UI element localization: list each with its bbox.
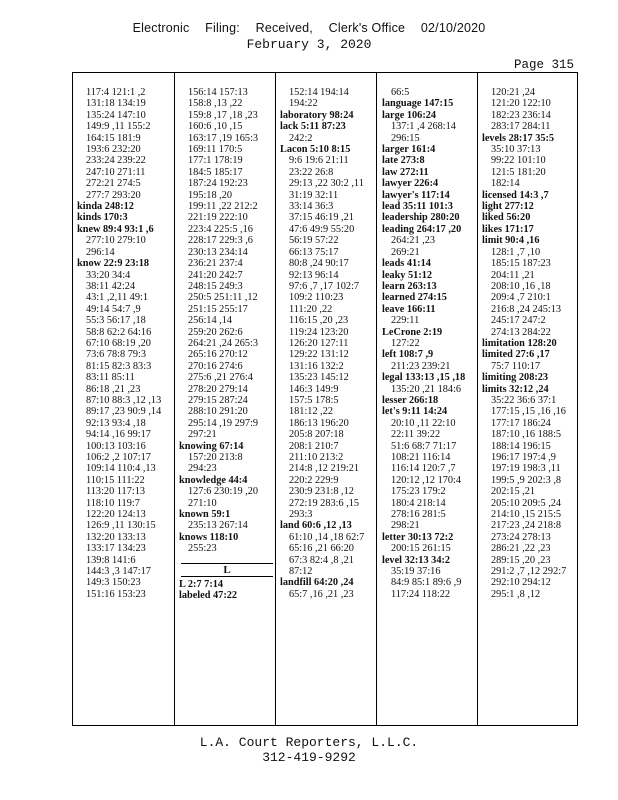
index-term: kinda 248:12 [77, 201, 134, 213]
index-reference: 135:20 ,21 184:6 [391, 383, 462, 395]
index-box [72, 72, 578, 726]
index-reference: 118:10 119:7 [86, 497, 140, 509]
index-reference: 259:20 262:6 [188, 326, 243, 338]
filing-header [0, 21, 618, 35]
index-reference: 110:15 111:22 [86, 474, 145, 486]
index-reference: 214:8 ,12 219:21 [289, 463, 360, 475]
index-reference: 128:1 ,7 ,10 [491, 246, 541, 258]
index-reference: 255:23 [188, 543, 217, 555]
index-reference: 292:10 294:12 [491, 577, 551, 589]
index-reference: 199:11 ,22 212:2 [188, 201, 258, 213]
index-column-2 [179, 87, 273, 739]
index-column-3 [280, 87, 364, 739]
index-reference: 137:1 ,4 268:14 [391, 121, 456, 133]
index-term: learned 274:15 [382, 292, 447, 304]
index-reference: 151:16 153:23 [86, 588, 146, 600]
index-column-5 [482, 87, 566, 739]
index-reference: 127:6 230:19 ,20 [188, 486, 259, 498]
footer-phone: 312-419-9292 [262, 750, 356, 765]
index-term: knowing 67:14 [179, 440, 244, 452]
index-reference: 35:10 37:13 [491, 144, 541, 156]
index-reference: 160:6 ,10 ,15 [188, 121, 243, 133]
index-reference: 58:8 62:2 64:16 [86, 326, 152, 338]
index-reference: 181:12 ,22 [289, 406, 334, 418]
index-reference: 177:15 ,15 ,16 ,16 [491, 406, 566, 418]
index-reference: 66:13 75:17 [289, 246, 339, 258]
index-term: limiting 208:23 [482, 372, 549, 384]
index-term: levels 28:17 35:5 [482, 132, 555, 144]
index-reference: 133:17 134:23 [86, 543, 146, 555]
index-reference: 277:10 279:10 [86, 235, 146, 247]
index-term: learn 263:13 [382, 280, 437, 292]
index-reference: 135:24 147:10 [86, 109, 146, 121]
index-reference: 251:15 255:17 [188, 303, 248, 315]
index-reference: 111:20 ,22 [289, 303, 333, 315]
index-column-4 [382, 87, 465, 739]
index-reference: 56:19 57:22 [289, 235, 339, 247]
index-reference: 66:5 [391, 87, 410, 98]
index-reference: 65:7 ,16 ,21 ,23 [289, 588, 354, 600]
index-reference: 81:15 82:3 83:3 [86, 360, 152, 372]
index-reference: 186:13 196:20 [289, 417, 349, 429]
index-reference: 116:15 ,20 ,23 [289, 315, 349, 327]
index-term: lack 5:11 87:23 [280, 121, 346, 133]
index-term: knows 118:10 [179, 531, 239, 543]
index-reference: 135:23 145:12 [289, 372, 349, 384]
index-reference: 256:14 ,14 [188, 315, 233, 327]
index-term: liked 56:20 [482, 212, 531, 224]
index-reference: 61:10 ,14 ,18 62:7 [289, 531, 365, 543]
index-reference: 126:9 ,11 130:15 [86, 520, 156, 532]
index-reference: 180:4 218:14 [391, 497, 446, 509]
index-term: language 147:15 [382, 98, 454, 110]
index-reference: 100:13 103:16 [86, 440, 146, 452]
index-term: lawyer 226:4 [382, 178, 439, 190]
index-reference: 235:13 267:14 [188, 520, 248, 532]
index-reference: 264:21 ,23 [391, 235, 436, 247]
index-reference: 121:20 122:10 [491, 98, 551, 110]
index-reference: 83:11 85:11 [86, 372, 135, 384]
index-reference: 236:21 237:4 [188, 258, 243, 270]
index-reference: 117:4 121:1 ,2 [86, 87, 146, 98]
column-divider [174, 73, 175, 725]
index-reference: 33:14 36:3 [289, 201, 334, 213]
index-reference: 230:13 234:14 [188, 246, 248, 258]
index-reference: 126:20 127:11 [289, 337, 349, 349]
index-term: light 277:12 [482, 201, 534, 213]
index-reference: 297:21 [188, 429, 217, 441]
index-term: landfill 64:20 ,24 [280, 577, 354, 589]
column-divider [376, 73, 377, 725]
index-reference: 29:13 ,22 30:2 ,11 [289, 178, 364, 190]
index-reference: 92:13 96:14 [289, 269, 339, 281]
index-reference: 205:10 209:5 ,24 [491, 497, 562, 509]
index-reference: 37:15 46:19 ,21 [289, 212, 354, 224]
index-reference: 272:19 283:6 ,15 [289, 497, 360, 509]
index-reference: 202:15 ,21 [491, 486, 536, 498]
index-reference: 230:9 231:8 ,12 [289, 486, 354, 498]
index-reference: 106:2 ,2 107:17 [86, 452, 151, 463]
index-reference: 139:8 141:6 [86, 554, 136, 566]
index-term: limits 32:12 ,24 [482, 383, 549, 395]
index-reference: 182:14 [491, 178, 520, 190]
index-reference: 278:16 281:5 [391, 509, 446, 521]
index-reference: 152:14 194:14 [289, 87, 349, 98]
index-term: level 32:13 34:2 [382, 554, 451, 566]
index-reference: 228:17 229:3 ,6 [188, 235, 253, 247]
index-reference: 208:10 ,16 ,18 [491, 280, 551, 292]
index-reference: 182:23 236:14 [491, 109, 551, 121]
index-reference: 279:15 287:24 [188, 394, 248, 406]
index-reference: 211:23 239:21 [391, 360, 451, 372]
index-term: legal 133:13 ,15 ,18 [382, 372, 466, 384]
index-reference: 200:15 261:15 [391, 543, 451, 555]
index-reference: 229:11 [391, 315, 420, 327]
index-reference: 220:2 229:9 [289, 474, 339, 486]
index-reference: 277:7 293:20 [86, 189, 141, 201]
index-reference: 120:21 ,24 [491, 87, 536, 98]
index-term: larger 161:4 [382, 144, 436, 156]
index-reference: 108:21 116:14 [391, 452, 451, 463]
index-term: leave 166:11 [382, 303, 436, 315]
header-received: Received, [255, 21, 313, 35]
index-reference: 23:22 26:8 [289, 166, 334, 178]
index-reference: 283:17 284:11 [491, 121, 551, 133]
index-reference: 33:20 34:4 [86, 269, 131, 281]
page-number: Page 315 [513, 58, 574, 72]
index-reference: 80:8 ,24 90:17 [289, 258, 349, 270]
index-reference: 184:5 185:17 [188, 166, 243, 178]
index-reference: 92:13 93:4 ,18 [86, 417, 146, 429]
header-date-short: 02/10/2020 [420, 21, 486, 35]
index-reference: 9:6 19:6 21:11 [289, 155, 349, 167]
index-reference: 214:10 ,15 215:5 [491, 509, 562, 521]
index-reference: 35:22 36:6 37:1 [491, 394, 557, 406]
index-reference: 195:18 ,20 [188, 189, 233, 201]
index-reference: 117:24 118:22 [391, 588, 451, 600]
index-reference: 217:23 ,24 218:8 [491, 520, 562, 532]
index-reference: 169:11 170:5 [188, 144, 243, 156]
index-term: lesser 266:18 [382, 394, 439, 406]
index-column-1 [77, 87, 161, 739]
index-reference: 269:21 [391, 246, 420, 258]
index-reference: 205:8 207:18 [289, 429, 344, 441]
index-reference: 247:10 271:11 [86, 166, 146, 178]
index-reference: 209:4 ,7 210:1 [491, 292, 551, 304]
index-term: land 60:6 ,12 ,13 [280, 520, 352, 532]
index-reference: 264:21 ,24 265:3 [188, 337, 259, 349]
section-letter: L [181, 563, 273, 577]
index-reference: 175:23 179:2 [391, 486, 446, 498]
index-reference: 67:3 82:4 ,8 ,21 [289, 554, 354, 566]
index-reference: 295:14 ,19 297:9 [188, 417, 259, 429]
index-reference: 208:1 210:7 [289, 440, 339, 452]
index-reference: 250:5 251:11 ,12 [188, 292, 258, 304]
index-reference: 197:19 198:3 ,11 [491, 463, 561, 475]
index-reference: 270:16 274:6 [188, 360, 243, 372]
index-term: leading 264:17 ,20 [382, 223, 462, 235]
header-clerks-office: Clerk's Office [328, 21, 406, 35]
index-term: leadership 280:20 [382, 212, 460, 224]
index-reference: 20:10 ,11 22:10 [391, 417, 456, 429]
index-reference: 122:20 124:13 [86, 509, 146, 521]
index-reference: 265:16 270:12 [188, 349, 248, 361]
column-divider [275, 73, 276, 725]
index-term: licensed 14:3 ,7 [482, 189, 549, 201]
index-reference: 241:20 242:7 [188, 269, 243, 281]
index-reference: 158:8 ,13 ,22 [188, 98, 243, 110]
index-reference: 177:17 186:24 [491, 417, 551, 429]
index-reference: 211:10 213:2 [289, 452, 344, 463]
index-reference: 65:16 ,21 66:20 [289, 543, 354, 555]
index-reference: 187:24 192:23 [188, 178, 248, 190]
column-divider [477, 73, 478, 725]
index-reference: 119:24 123:20 [289, 326, 349, 338]
index-term: limited 27:6 ,17 [482, 349, 550, 361]
index-reference: 38:11 42:24 [86, 280, 136, 292]
index-reference: 49:14 54:7 ,9 [86, 303, 141, 315]
index-reference: 73:6 78:8 79:3 [86, 349, 147, 361]
index-term: limit 90:4 ,16 [482, 235, 540, 247]
index-term: knowledge 44:4 [179, 474, 248, 486]
index-reference: 132:20 133:13 [86, 531, 146, 543]
index-reference: 274:13 284:22 [491, 326, 551, 338]
footer-company: L.A. Court Reporters, L.L.C. [199, 735, 419, 750]
index-term: large 106:24 [382, 109, 437, 121]
index-reference: 221:19 222:10 [188, 212, 248, 224]
index-reference: 199:5 ,9 202:3 ,8 [491, 474, 562, 486]
index-reference: 121:5 181:20 [491, 166, 546, 178]
index-reference: 55:3 56:17 ,18 [86, 315, 146, 327]
index-reference: 245:17 247:2 [491, 315, 546, 327]
index-reference: 157:5 178:5 [289, 394, 339, 406]
index-reference: 272:21 274:5 [86, 178, 141, 190]
index-reference: 278:20 279:14 [188, 383, 248, 395]
index-reference: 293:3 [289, 509, 313, 521]
index-reference: 296:15 [391, 132, 420, 144]
index-reference: 196:17 197:4 ,9 [491, 452, 556, 463]
index-reference: 242:2 [289, 132, 313, 144]
index-reference: 75:7 110:17 [491, 360, 541, 372]
index-reference: 22:11 39:22 [391, 429, 441, 441]
index-reference: 286:21 ,22 ,23 [491, 543, 551, 555]
index-term: know 22:9 23:18 [77, 258, 150, 270]
index-reference: 149:9 ,11 155:2 [86, 121, 151, 133]
index-reference: 233:24 239:22 [86, 155, 146, 167]
index-reference: 99:22 101:10 [491, 155, 546, 167]
index-reference: 43:1 ,2,11 49:1 [86, 292, 148, 304]
index-term: knew 89:4 93:1 ,6 [77, 223, 154, 235]
index-reference: 223:4 225:5 ,16 [188, 223, 253, 235]
index-term: likes 171:17 [482, 223, 534, 235]
index-term: let's 9:11 14:24 [382, 406, 448, 418]
index-reference: 84:9 85:1 89:6 ,9 [391, 577, 462, 589]
index-reference: 87:10 88:3 ,12 ,13 [86, 394, 162, 406]
index-term: letter 30:13 72:2 [382, 531, 454, 543]
index-reference: 296:14 [86, 246, 115, 258]
index-reference: 97:6 ,7 ,17 102:7 [289, 280, 360, 292]
index-reference: 129:22 131:12 [289, 349, 349, 361]
index-reference: 86:18 ,21 ,23 [86, 383, 141, 395]
index-reference: 47:6 49:9 55:20 [289, 223, 355, 235]
index-reference: 157:20 213:8 [188, 452, 243, 463]
index-reference: 164:15 181:9 [86, 132, 141, 144]
header-electronic: Electronic [132, 21, 190, 35]
index-reference: 275:6 ,21 276:4 [188, 372, 253, 384]
index-term: Lacon 5:10 8:15 [280, 144, 351, 156]
index-reference: 31:19 32:11 [289, 189, 339, 201]
index-reference: 94:14 ,16 99:17 [86, 429, 151, 441]
index-reference: 109:14 110:4 ,13 [86, 463, 156, 475]
index-reference: 120:12 ,12 170:4 [391, 474, 462, 486]
index-term: left 108:7 ,9 [382, 349, 434, 361]
index-reference: 204:11 ,21 [491, 269, 535, 281]
index-reference: 271:10 [188, 497, 217, 509]
index-reference: 149:3 150:23 [86, 577, 141, 589]
index-reference: 193:6 232:20 [86, 144, 141, 156]
index-term: lawyer's 117:14 [382, 189, 450, 201]
index-term: lead 35:11 101:3 [382, 201, 453, 213]
index-term: kinds 170:3 [77, 212, 128, 224]
index-reference: 35:19 37:16 [391, 566, 441, 578]
index-term: law 272:11 [382, 166, 429, 178]
index-reference: 273:24 278:13 [491, 531, 551, 543]
index-reference: 67:10 68:19 ,20 [86, 337, 151, 349]
index-reference: 131:16 132:2 [289, 360, 344, 372]
index-reference: 295:1 ,8 ,12 [491, 588, 541, 600]
index-term: leads 41:14 [382, 258, 431, 270]
index-reference: 89:17 ,23 90:9 ,14 [86, 406, 162, 418]
index-term: LeCrone 2:19 [382, 326, 443, 338]
header-filing: Filing: [205, 21, 240, 35]
index-reference: 113:20 117:13 [86, 486, 146, 498]
index-reference: 177:1 178:19 [188, 155, 243, 167]
index-reference: 159:8 ,17 ,18 ,23 [188, 109, 258, 121]
index-reference: 127:22 [391, 337, 420, 349]
index-reference: 116:14 120:7 ,7 [391, 463, 456, 475]
index-reference: 144:3 ,3 147:17 [86, 566, 151, 578]
header-date-long: February 3, 2020 [246, 37, 372, 52]
index-reference: 298:21 [391, 520, 420, 532]
index-reference: 288:10 291:20 [188, 406, 248, 418]
index-reference: 87:12 [289, 566, 313, 578]
index-reference: 187:10 ,16 188:5 [491, 429, 562, 441]
index-term: late 273:8 [382, 155, 425, 167]
index-reference: 188:14 196:15 [491, 440, 551, 452]
index-reference: 156:14 157:13 [188, 87, 248, 98]
index-reference: 248:15 249:3 [188, 280, 243, 292]
index-reference: 289:15 ,20 ,23 [491, 554, 551, 566]
index-reference: 146:3 149:9 [289, 383, 339, 395]
index-reference: 291:2 ,7 ,12 292:7 [491, 566, 567, 578]
index-reference: 294:23 [188, 463, 217, 475]
index-reference: 131:18 134:19 [86, 98, 146, 110]
index-reference: 185:15 187:23 [491, 258, 551, 270]
index-reference: 163:17 ,19 165:3 [188, 132, 259, 144]
index-reference: 194:22 [289, 98, 318, 110]
index-term: laboratory 98:24 [280, 109, 354, 121]
index-term: known 59:1 [179, 509, 231, 521]
index-reference: 51:6 68:7 71:17 [391, 440, 457, 452]
index-term: L 2:7 7:14 [179, 578, 224, 590]
index-term: labeled 47:22 [179, 590, 238, 602]
index-term: leaky 51:12 [382, 269, 433, 281]
index-reference: 109:2 110:23 [289, 292, 344, 304]
index-reference: 216:8 ,24 245:13 [491, 303, 562, 315]
index-term: limitation 128:20 [482, 337, 557, 349]
